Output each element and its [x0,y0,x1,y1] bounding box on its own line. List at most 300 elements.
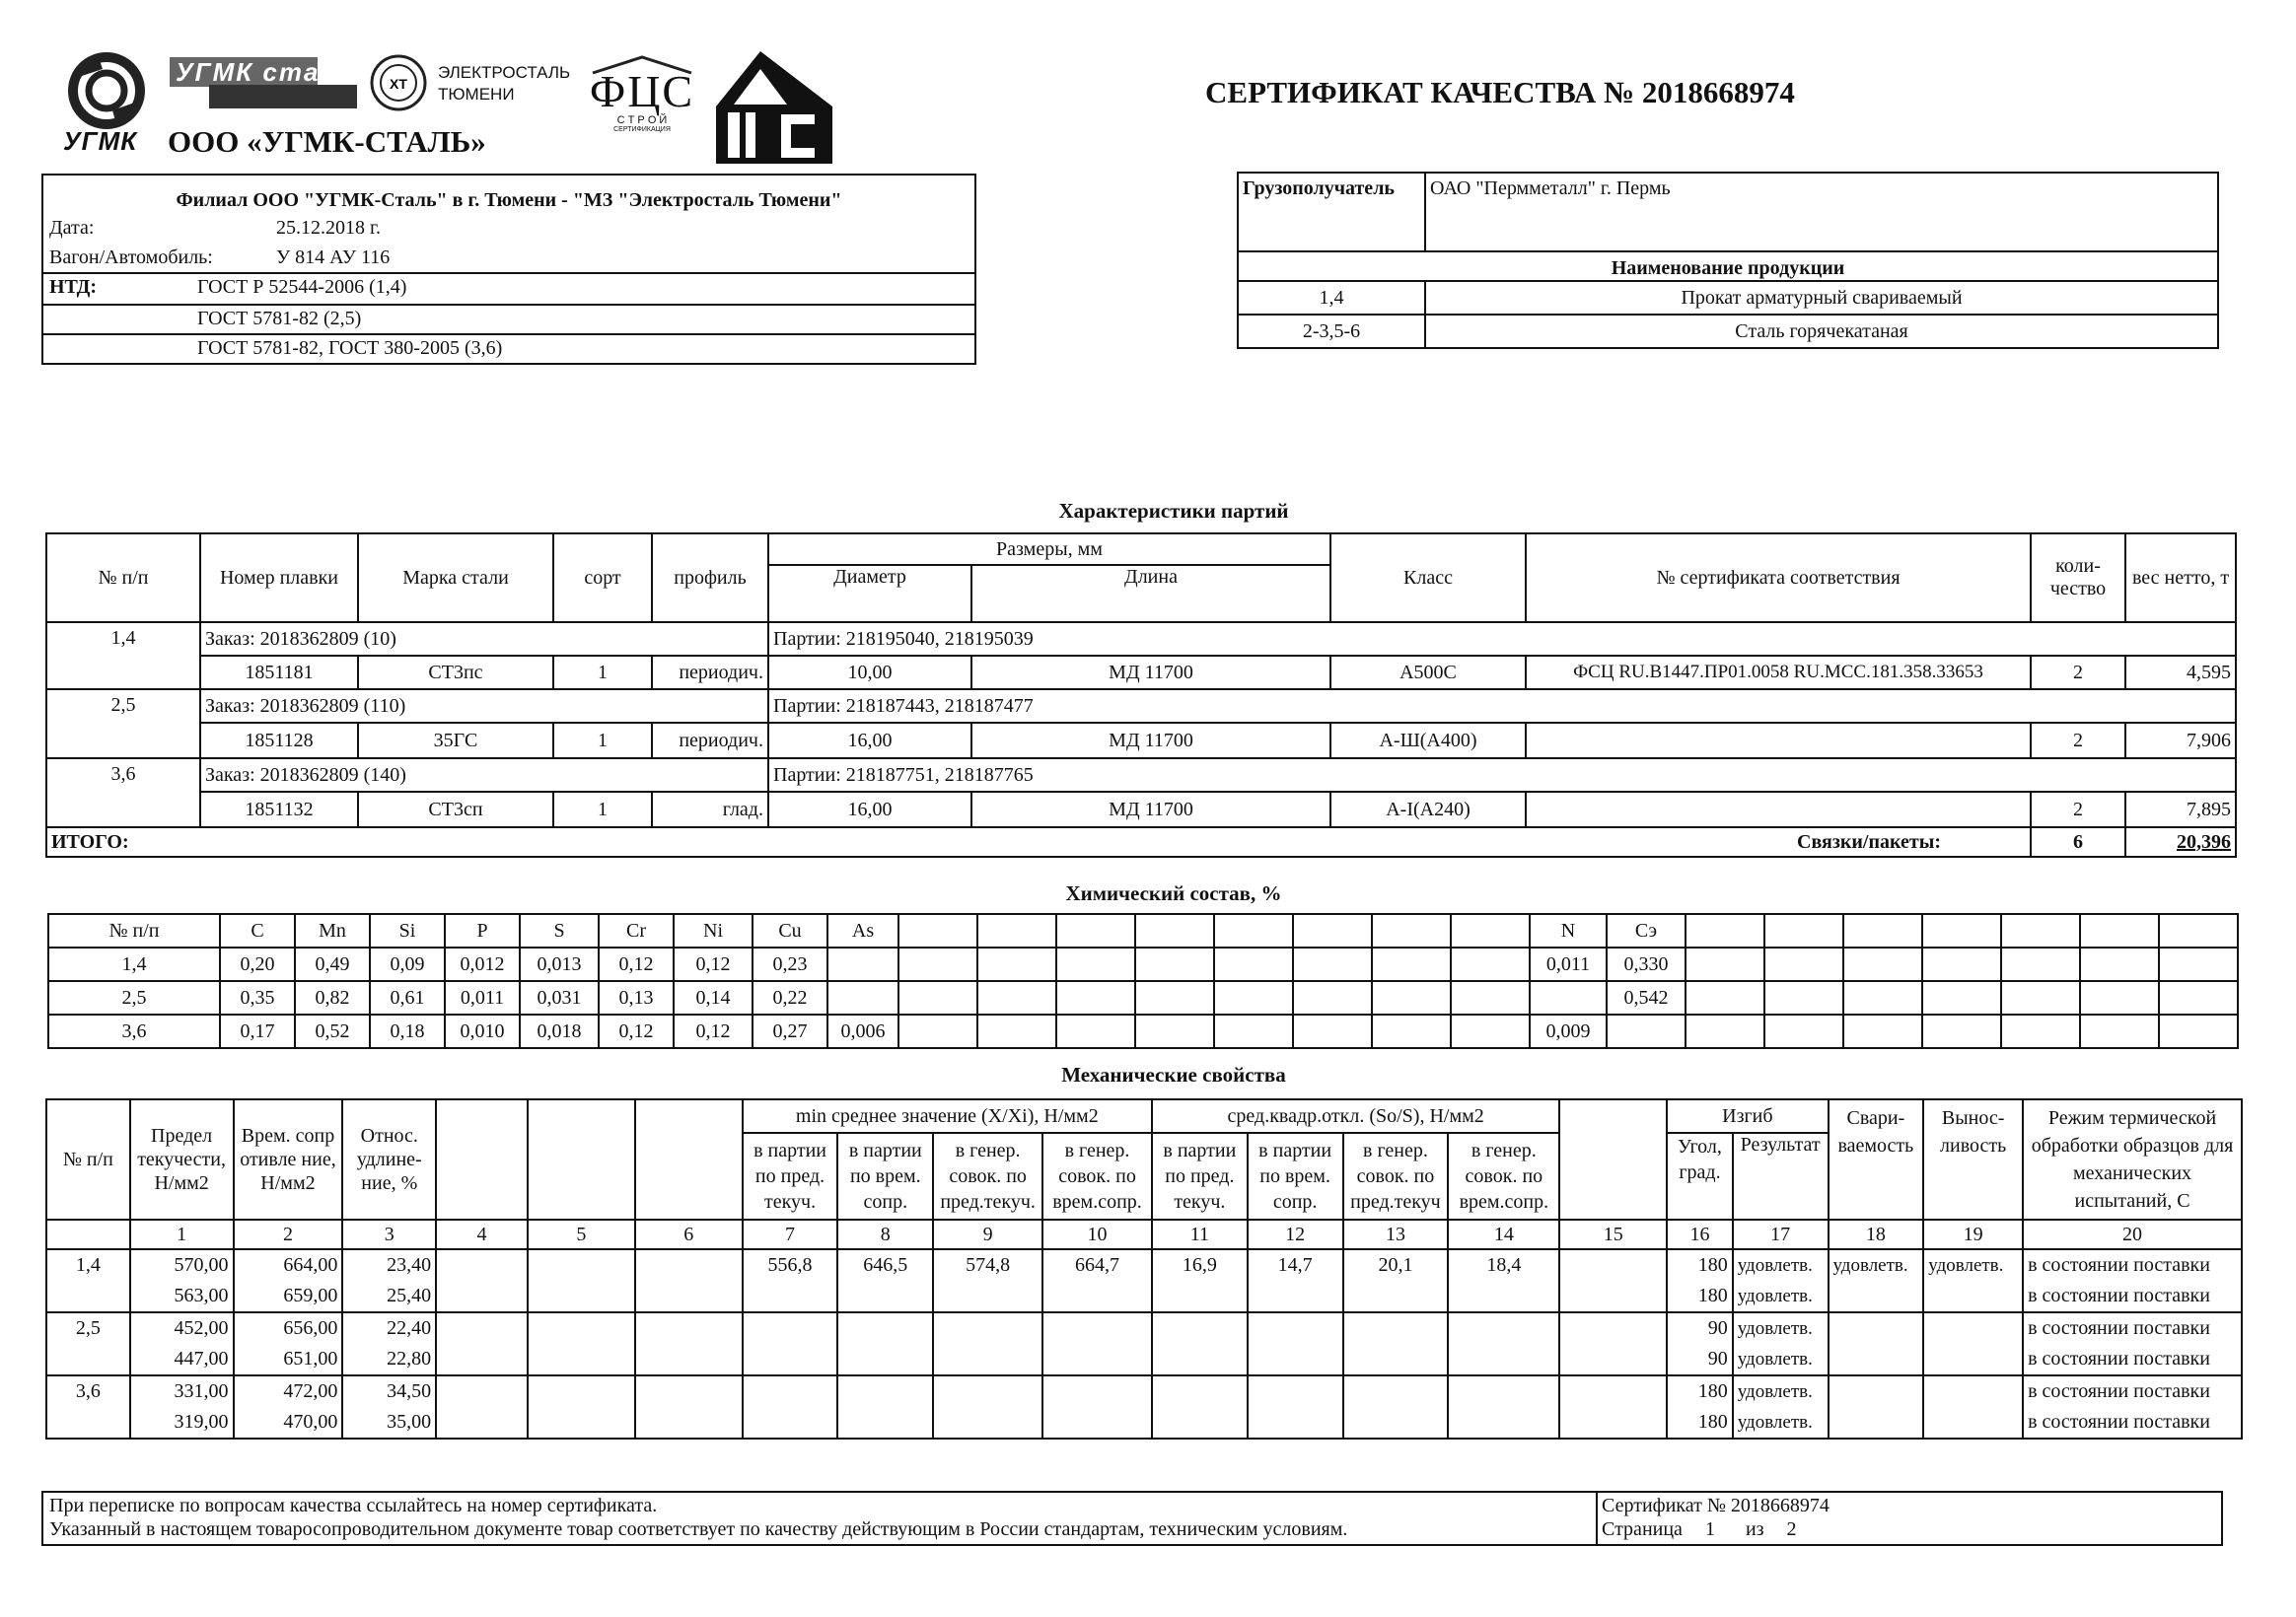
sender-block [41,174,976,365]
chem-cell [1372,948,1451,981]
product-name: Сталь горячекатаная [1425,315,2218,348]
ntd-line-1: ГОСТ Р 52544-2006 (1,4) [197,276,407,298]
mech-empty [1559,1407,1667,1439]
col-sort: сорт [553,533,652,622]
col-heat: Номер плавки [200,533,358,622]
mech-empty [635,1407,743,1439]
chem-header-cell [1372,914,1451,948]
chem-cell [2001,981,2080,1015]
mech-endur [1923,1281,2023,1312]
batch-grade: СТ3пс [358,656,553,689]
mech-number-cell: 1 [130,1220,234,1249]
mech-tensile: 664,00 [234,1249,343,1281]
mech-mode: в состоянии поставки [2023,1344,2242,1375]
ntd-line-3: ГОСТ 5781-82, ГОСТ 380-2005 (3,6) [197,337,503,359]
mech-num [46,1407,130,1439]
chem-cell [1214,948,1293,981]
chem-cell: 0,010 [445,1015,520,1048]
mech-stat [1152,1407,1248,1439]
mech-stat [837,1407,933,1439]
mech-number-cell: 2 [234,1220,343,1249]
ntd-divider [43,272,974,274]
mech-col-6 [635,1099,743,1220]
col-diameter: Диаметр [768,565,971,622]
chem-cell: 0,12 [674,1015,753,1048]
chem-header-cell: As [827,914,898,948]
mech-result: удовлетв. [1733,1375,1829,1407]
batch-qty: 2 [2031,792,2125,827]
mech-sub-10: в генер. совок. по врем.сопр. [1042,1133,1152,1220]
mech-endur [1923,1375,2023,1407]
batch-qty: 2 [2031,723,2125,758]
mech-mode: в состоянии поставки [2023,1249,2242,1281]
mech-sd-group: сред.квадр.откл. (So/S), Н/мм2 [1152,1099,1559,1133]
batch-heat: 1851132 [200,792,358,827]
mechanical-table [45,1098,2243,1440]
chem-cell: 0,35 [220,981,295,1015]
mech-yield: 319,00 [130,1407,234,1439]
mech-number-cell: 14 [1448,1220,1559,1249]
mech-angle: 180 [1667,1407,1733,1439]
mech-number-cell: 4 [436,1220,528,1249]
chem-cell: 0,22 [753,981,827,1015]
mech-stat: 14,7 [1248,1249,1343,1281]
consignee-table [1237,172,2219,349]
mech-tensile: 651,00 [234,1344,343,1375]
batch-diameter: 16,00 [768,792,971,827]
col-weight: вес нетто, т [2125,533,2236,622]
ams-logo [716,47,832,164]
batch-class: А500С [1330,656,1526,689]
footer-divider [1596,1493,1598,1544]
chem-cell [2159,981,2238,1015]
chem-cell [1135,948,1214,981]
chem-cell [1922,1015,2001,1048]
mech-num [46,1344,130,1375]
chem-cell [2001,1015,2080,1048]
fcs-logo-sub1: С Т Р О Й [616,114,668,126]
mech-col-tensile: Врем. сопротивле ние, Н/мм2 [234,1099,343,1220]
electrostal-logo [369,53,576,112]
mech-bend-angle: Угол, град. [1667,1133,1733,1220]
chem-cell [827,948,898,981]
batch-qty: 2 [2031,656,2125,689]
mech-weld [1829,1407,1924,1439]
electrostal-line2: ТЮМЕНИ [438,85,515,104]
mech-endur [1923,1312,2023,1344]
chem-cell [1764,1015,1843,1048]
fcs-logo [588,55,696,136]
mech-endur: удовлетв. [1923,1249,2023,1281]
mech-number-cell: 15 [1559,1220,1667,1249]
mech-stat [1152,1375,1248,1407]
mech-angle: 180 [1667,1249,1733,1281]
consignee-label: Грузополучатель [1238,173,1425,251]
mech-number-cell: 13 [1343,1220,1449,1249]
chem-cell [1451,948,1530,981]
mechanical-title: Механические свойства [1061,1063,1286,1087]
ugmk-stal-logo [170,55,357,110]
mech-number-cell: 16 [1667,1220,1733,1249]
mech-mode: в состоянии поставки [2023,1375,2242,1407]
chem-header-cell: C [220,914,295,948]
mech-empty [635,1344,743,1375]
page-total: 2 [1786,1518,1797,1540]
chem-cell [977,1015,1056,1048]
chem-header-cell [1922,914,2001,948]
chem-cell [1530,981,1607,1015]
footer-box [41,1491,2223,1546]
batch-sort: 1 [553,792,652,827]
chem-cell [1764,948,1843,981]
ugmk-logo [59,49,158,158]
chem-cell: 0,14 [674,981,753,1015]
mech-result: удовлетв. [1733,1281,1829,1312]
mech-result: удовлетв. [1733,1249,1829,1281]
chem-cell: 0,23 [753,948,827,981]
chem-cell [2001,948,2080,981]
mech-empty [1559,1375,1667,1407]
mech-stat: 574,8 [933,1249,1042,1281]
mech-number-cell: 19 [1923,1220,2023,1249]
mech-empty [1559,1312,1667,1344]
mech-empty [1559,1281,1667,1312]
chem-cell: 0,330 [1607,948,1686,981]
batch-order: Заказ: 2018362809 (10) [200,622,768,656]
mech-stat [1248,1344,1343,1375]
mech-stat [1448,1312,1559,1344]
mech-stat: 664,7 [1042,1249,1152,1281]
chem-cell [1372,981,1451,1015]
mech-empty [1559,1344,1667,1375]
wagon-value: У 814 АУ 116 [276,246,391,268]
mech-yield: 447,00 [130,1344,234,1375]
mech-sub-9: в генер. совок. по пред.текуч. [933,1133,1042,1220]
mech-stat [933,1375,1042,1407]
batch-cert [1526,723,2031,758]
batches-title: Характеристики партий [1058,499,1289,523]
mech-stat [1042,1407,1152,1439]
mech-empty [528,1249,635,1281]
wagon-label: Вагон/Автомобиль: [49,246,213,268]
batch-parties: Партии: 218187751, 218187765 [768,758,2236,792]
mech-stat [743,1344,838,1375]
chem-header-cell: Mn [295,914,370,948]
mech-stat: 556,8 [743,1249,838,1281]
chem-cell [2159,1015,2238,1048]
mech-sub-8: в партии по врем. сопр. [837,1133,933,1220]
col-sizes: Размеры, мм [768,533,1330,565]
chem-cell [1293,981,1372,1015]
mech-stat [837,1375,933,1407]
chem-header-cell [1135,914,1214,948]
chemistry-title: Химический состав, % [1065,881,1282,905]
chem-header-cell [2001,914,2080,948]
chem-header-cell: Cu [753,914,827,948]
chem-cell: 0,13 [599,981,674,1015]
chem-cell [977,981,1056,1015]
mech-number-cell: 6 [635,1220,743,1249]
chem-cell [1214,981,1293,1015]
ams-house-icon [716,47,832,164]
chem-cell: 0,011 [1530,948,1607,981]
batch-weight: 7,906 [2125,723,2236,758]
mech-elong: 25,40 [342,1281,436,1312]
mech-angle: 90 [1667,1344,1733,1375]
certificate-title: СЕРТИФИКАТ КАЧЕСТВА № 2018668974 [1205,75,1795,109]
mech-stat [837,1281,933,1312]
mech-empty [635,1375,743,1407]
mech-numbers-row [46,1220,2242,1249]
mech-weld [1829,1375,1924,1407]
chem-cell [827,981,898,1015]
mech-yield: 570,00 [130,1249,234,1281]
mech-empty [528,1344,635,1375]
chem-header-cell: N [1530,914,1607,948]
total-qty: 6 [2031,827,2125,857]
chem-cell: 0,49 [295,948,370,981]
mech-stat [1248,1281,1343,1312]
chem-cell [1056,1015,1135,1048]
chem-header-cell [1764,914,1843,948]
products-title: Наименование продукции [1238,251,2218,281]
mech-number-cell: 11 [1152,1220,1248,1249]
mech-col-heat: Режим термической обработки образцов для механических испытаний, С [2023,1099,2242,1220]
mech-row [46,1249,2242,1281]
chem-header-cell [898,914,977,948]
chem-cell: 0,011 [445,981,520,1015]
chem-header-cell: Cr [599,914,674,948]
chem-cell [898,948,977,981]
mech-weld [1829,1281,1924,1312]
date-value: 25.12.2018 г. [276,217,381,239]
chem-cell [977,948,1056,981]
mech-stat [1042,1281,1152,1312]
mech-min-group: min среднее значение (X/Xi), Н/мм2 [743,1099,1152,1133]
batch-sort: 1 [553,656,652,689]
chem-cell [1686,1015,1764,1048]
chem-cell [1056,981,1135,1015]
batch-heat: 1851128 [200,723,358,758]
mech-stat: 16,9 [1152,1249,1248,1281]
chem-cell: 0,27 [753,1015,827,1048]
chem-cell [1372,1015,1451,1048]
mech-bend: Изгиб [1667,1099,1828,1133]
mech-stat [743,1312,838,1344]
footer-line-1: При переписке по вопросам качества ссылайтесь на номер сертификата. [49,1495,658,1516]
product-code: 1,4 [1238,281,1425,315]
mech-number-cell: 18 [1829,1220,1924,1249]
mech-number-cell: 7 [743,1220,838,1249]
chem-header-cell [2159,914,2238,948]
mech-empty [528,1407,635,1439]
product-code: 2-3,5-6 [1238,315,1425,348]
chem-cell: 0,031 [520,981,599,1015]
chem-cell [1686,948,1764,981]
mech-mode: в состоянии поставки [2023,1407,2242,1439]
batch-cert: ФСЦ RU.B1447.ПР01.0058 RU.МСС.181.358.33653 [1526,656,2031,689]
mech-result: удовлетв. [1733,1407,1829,1439]
mech-yield: 563,00 [130,1281,234,1312]
col-length: Длина [971,565,1330,622]
mech-stat [1448,1281,1559,1312]
chem-cell [2080,948,2159,981]
batch-class: А-I(А240) [1330,792,1526,827]
mech-number-cell: 8 [837,1220,933,1249]
mech-number-cell [46,1220,130,1249]
ugmk-stal-logo-text: УГМК сталь [176,57,356,87]
chem-cell: 0,09 [370,948,445,981]
chem-data-row [48,981,2238,1015]
mech-empty [436,1344,528,1375]
mech-sub-11: в партии по пред. текуч. [1152,1133,1248,1220]
mech-stat [743,1407,838,1439]
mech-stat [1448,1375,1559,1407]
mech-bend-result: Результат [1733,1133,1829,1220]
page-num: 1 [1704,1518,1715,1540]
mech-col-5 [528,1099,635,1220]
mech-empty [635,1249,743,1281]
mech-row [46,1312,2242,1344]
mech-number-cell: 10 [1042,1220,1152,1249]
chem-cell [1451,981,1530,1015]
mech-angle: 180 [1667,1375,1733,1407]
footer-line-2: Указанный в настоящем товаросопроводительном документе товар соответствует по качеству действующим в России стандартам, техническим условиям. [49,1518,1348,1540]
mech-stat [1343,1312,1449,1344]
mech-yield: 452,00 [130,1312,234,1344]
mech-number-cell: 9 [933,1220,1042,1249]
col-class: Класс [1330,533,1526,622]
page-of: из [1745,1518,1764,1540]
chemistry-table [47,913,2239,1049]
chem-cell: 0,12 [599,948,674,981]
chem-cell [1686,981,1764,1015]
chem-cell [1056,948,1135,981]
mech-empty [635,1281,743,1312]
mech-stat [1042,1312,1152,1344]
mech-stat [1042,1375,1152,1407]
mech-row [46,1375,2242,1407]
chem-cell: 0,20 [220,948,295,981]
mech-sub-12: в партии по врем. сопр. [1248,1133,1343,1220]
mech-endur [1923,1407,2023,1439]
mech-result: удовлетв. [1733,1312,1829,1344]
mech-number-cell: 3 [342,1220,436,1249]
mech-stat: 20,1 [1343,1249,1449,1281]
chem-cell: 1,4 [48,948,220,981]
mech-empty [528,1375,635,1407]
mech-stat [1448,1344,1559,1375]
mech-row [46,1281,2242,1312]
chem-cell [2080,981,2159,1015]
chem-cell [1607,1015,1686,1048]
col-grade: Марка стали [358,533,553,622]
batch-num: 2,5 [46,689,200,758]
mech-result: удовлетв. [1733,1344,1829,1375]
mech-stat [933,1281,1042,1312]
chem-cell [1843,948,1922,981]
col-profile: профиль [652,533,768,622]
batch-weight: 7,895 [2125,792,2236,827]
mech-stat [1343,1375,1449,1407]
mech-col-weld: Свари-ваемость [1829,1099,1924,1220]
mech-stat [1042,1344,1152,1375]
chem-cell: 0,12 [599,1015,674,1048]
mech-empty [436,1375,528,1407]
chem-cell: 0,82 [295,981,370,1015]
chem-cell [898,981,977,1015]
chem-header-cell: Si [370,914,445,948]
col-qty: коли-чество [2031,533,2125,622]
chem-cell: 0,18 [370,1015,445,1048]
chem-header-cell [1843,914,1922,948]
mech-number-cell: 12 [1248,1220,1343,1249]
chem-cell [2080,1015,2159,1048]
ntd-divider-3 [43,333,974,335]
mech-stat [1152,1344,1248,1375]
chem-cell: 2,5 [48,981,220,1015]
chem-cell: 0,542 [1607,981,1686,1015]
mech-col-endur: Вынос-ливость [1923,1099,2023,1220]
mech-tensile: 470,00 [234,1407,343,1439]
batch-profile: периодич. [652,656,768,689]
mech-elong: 22,40 [342,1312,436,1344]
mech-number-cell: 17 [1733,1220,1829,1249]
chem-cell [1843,1015,1922,1048]
bundles-label: Связки/пакеты: [652,827,2031,857]
fcs-logo-sub2: СЕРТИФИКАЦИЯ [613,126,671,133]
mech-num [46,1281,130,1312]
chem-cell [2159,948,2238,981]
batch-cert [1526,792,2031,827]
batch-length: МД 11700 [971,656,1330,689]
chem-data-row [48,948,2238,981]
mech-empty [436,1249,528,1281]
chem-header-cell [977,914,1056,948]
mech-stat [1343,1344,1449,1375]
chem-cell [898,1015,977,1048]
mech-angle: 90 [1667,1312,1733,1344]
mech-yield: 331,00 [130,1375,234,1407]
batch-grade: СТ3сп [358,792,553,827]
mech-stat [933,1344,1042,1375]
mech-stat [1343,1407,1449,1439]
chem-cell [1922,948,2001,981]
batch-class: А-Ш(А400) [1330,723,1526,758]
mech-endur [1923,1344,2023,1375]
mech-stat [1152,1281,1248,1312]
chem-cell [1922,981,2001,1015]
mech-col-elong: Относ. удлине-ние, % [342,1099,436,1220]
mech-stat [837,1344,933,1375]
mech-stat [1343,1281,1449,1312]
chem-header-cell [1451,914,1530,948]
product-name: Прокат арматурный свариваемый [1425,281,2218,315]
batch-parties: Партии: 218195040, 218195039 [768,622,2236,656]
ugmk-logo-text: УГМК [63,126,138,156]
mech-number-cell: 20 [2023,1220,2242,1249]
mech-empty [436,1281,528,1312]
sender-branch: Филиал ООО "УГМК-Сталь" в г. Тюмени - "МЗ "Электросталь Тюмени" [176,189,842,211]
ntd-label: НТД: [49,276,98,298]
batch-profile: периодич. [652,723,768,758]
col-num: № п/п [46,533,200,622]
chem-cell: 0,61 [370,981,445,1015]
mech-col-num: № п/п [46,1099,130,1220]
chem-cell: 0,018 [520,1015,599,1048]
mech-stat [933,1407,1042,1439]
mech-stat: 646,5 [837,1249,933,1281]
